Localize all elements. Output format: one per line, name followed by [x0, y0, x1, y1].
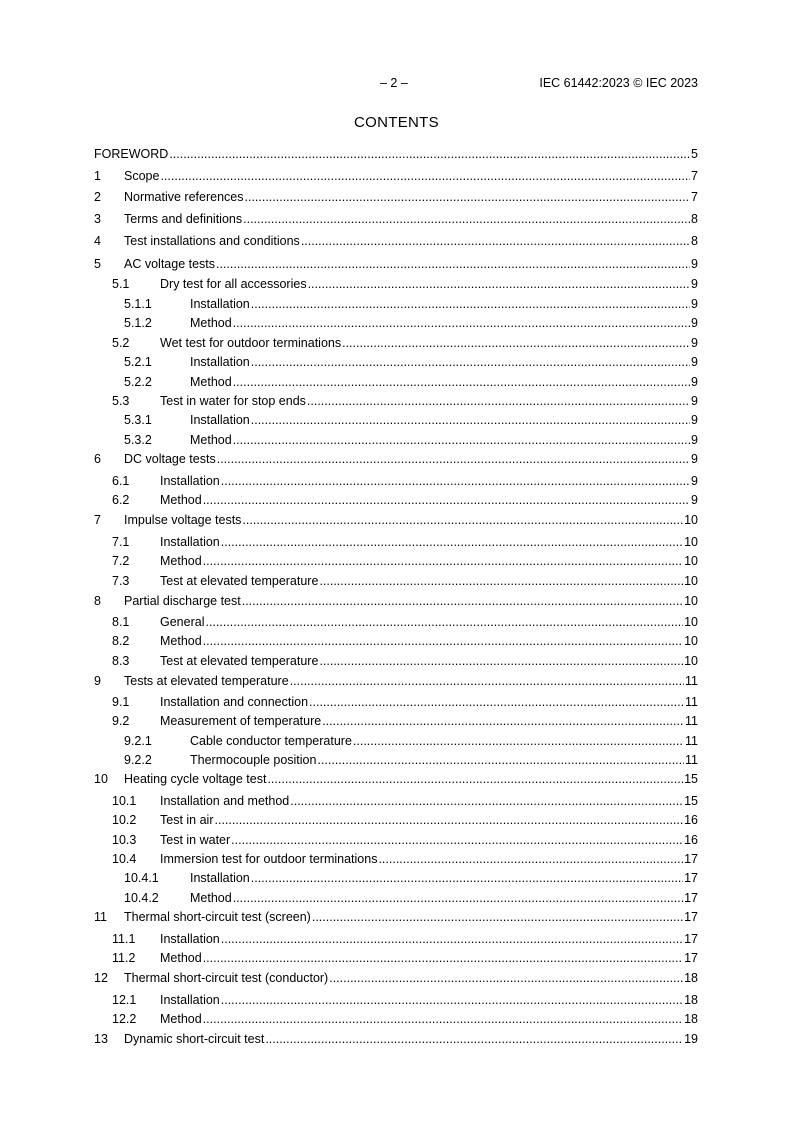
toc-entry-page: 17 [684, 910, 698, 924]
toc-entry-page: 7 [691, 190, 698, 204]
toc-entry-page: 17 [684, 951, 698, 965]
toc-dot-leader [265, 1031, 683, 1047]
toc-entry-title: FOREWORD [94, 147, 169, 161]
toc-entry-number: 7.2 [112, 554, 130, 568]
toc-entry-number: 7 [94, 513, 101, 527]
toc-dot-leader [203, 950, 683, 966]
toc-dot-leader [221, 473, 690, 489]
toc-entry-number: 11.1 [112, 932, 136, 946]
toc-entry-title: Test installations and conditions [124, 234, 300, 248]
toc-entry[interactable] [94, 412, 698, 428]
toc-dot-leader [307, 393, 690, 409]
toc-dot-leader [243, 211, 690, 227]
toc-entry[interactable] [94, 354, 698, 370]
toc-entry-title: Thermocouple position [190, 753, 317, 767]
toc-entry-title: Installation and connection [160, 695, 309, 709]
toc-entry[interactable] [94, 276, 698, 292]
toc-entry-page: 9 [691, 394, 698, 408]
toc-entry[interactable] [94, 950, 698, 966]
toc-dot-leader [221, 534, 683, 550]
toc-entry[interactable] [94, 812, 698, 828]
toc-entry-page: 19 [684, 1032, 698, 1046]
toc-entry-page: 9 [691, 257, 698, 271]
toc-entry-number: 5.1.1 [124, 297, 152, 311]
toc-dot-leader [290, 673, 684, 689]
toc-entry-number: 10.4 [112, 852, 137, 866]
toc-entry[interactable] [94, 970, 698, 986]
toc-entry-title: Test in water for stop ends [160, 394, 306, 408]
toc-entry[interactable] [94, 211, 698, 227]
toc-entry-title: Method [160, 634, 202, 648]
toc-entry-title: Impulse voltage tests [124, 513, 242, 527]
toc-entry-page: 11 [685, 753, 698, 767]
toc-entry-page: 11 [685, 695, 698, 709]
toc-entry[interactable] [94, 534, 698, 550]
page-number: – 2 – [380, 76, 408, 90]
toc-entry-number: 1 [94, 169, 101, 183]
toc-entry[interactable] [94, 752, 698, 768]
toc-entry-number: 5.1 [112, 277, 130, 291]
toc-entry-page: 9 [691, 474, 698, 488]
toc-entry-title: Installation [160, 535, 220, 549]
toc-dot-leader [251, 354, 690, 370]
toc-entry-title: Thermal short-circuit test (screen) [124, 910, 311, 924]
toc-entry-title: Method [190, 891, 232, 905]
document-reference: IEC 61442:2023 © IEC 2023 [539, 76, 698, 90]
toc-entry[interactable] [94, 432, 698, 448]
toc-dot-leader [203, 553, 683, 569]
toc-entry[interactable] [94, 146, 698, 162]
toc-entry-page: 18 [684, 971, 698, 985]
toc-dot-leader [251, 412, 690, 428]
toc-entry-page: 10 [684, 535, 698, 549]
toc-entry-number: 3 [94, 212, 101, 226]
toc-entry-title: Test at elevated temperature [160, 574, 319, 588]
toc-dot-leader [231, 832, 683, 848]
toc-entry[interactable] [94, 1031, 698, 1047]
toc-dot-leader [233, 374, 690, 390]
toc-entry[interactable] [94, 573, 698, 589]
toc-entry[interactable] [94, 374, 698, 390]
toc-entry-number: 10.3 [112, 833, 137, 847]
toc-entry-title: Partial discharge test [124, 594, 241, 608]
toc-entry-page: 5 [691, 147, 698, 161]
toc-entry-number: 11.2 [112, 951, 136, 965]
toc-dot-leader [378, 851, 683, 867]
toc-entry-title: Cable conductor temperature [190, 734, 352, 748]
toc-entry-title: Installation [160, 993, 220, 1007]
toc-entry[interactable] [94, 694, 698, 710]
toc-entry-page: 17 [684, 871, 698, 885]
toc-dot-leader [205, 614, 683, 630]
toc-entry-page: 11 [685, 734, 698, 748]
toc-entry-number: 5.2.2 [124, 375, 152, 389]
toc-entry-page: 9 [691, 277, 698, 291]
toc-entry-page: 9 [691, 493, 698, 507]
toc-entry-page: 16 [684, 833, 698, 847]
toc-entry-page: 9 [691, 413, 698, 427]
toc-dot-leader [317, 752, 684, 768]
toc-entry-title: Method [190, 375, 232, 389]
toc-entry[interactable] [94, 233, 698, 249]
toc-dot-leader [301, 233, 690, 249]
toc-entry-title: Scope [124, 169, 160, 183]
toc-dot-leader [319, 573, 683, 589]
toc-entry[interactable] [94, 633, 698, 649]
toc-entry-number: 4 [94, 234, 101, 248]
toc-entry[interactable] [94, 593, 698, 609]
toc-dot-leader [251, 296, 690, 312]
toc-dot-leader [160, 168, 690, 184]
toc-entry-number: 5.2.1 [124, 355, 152, 369]
toc-entry-page: 11 [685, 714, 698, 728]
toc-entry-page: 17 [684, 891, 698, 905]
toc-entry-title: Normative references [124, 190, 244, 204]
toc-dot-leader [353, 733, 684, 749]
toc-entry[interactable] [94, 512, 698, 528]
toc-dot-leader [267, 771, 683, 787]
toc-entry-number: 5.2 [112, 336, 130, 350]
toc-entry-page: 18 [684, 993, 698, 1007]
toc-entry-page: 9 [691, 297, 698, 311]
toc-entry-page: 8 [691, 212, 698, 226]
toc-entry-title: Measurement of temperature [160, 714, 322, 728]
toc-entry[interactable] [94, 771, 698, 787]
toc-entry-page: 9 [691, 336, 698, 350]
toc-entry-title: Method [160, 1012, 202, 1026]
toc-entry-title: Installation and method [160, 794, 290, 808]
toc-entry-page: 10 [684, 574, 698, 588]
toc-entry-page: 7 [691, 169, 698, 183]
toc-entry-page: 17 [684, 852, 698, 866]
toc-entry-title: Dynamic short-circuit test [124, 1032, 265, 1046]
toc-entry[interactable] [94, 851, 698, 867]
toc-entry-title: Installation [190, 297, 250, 311]
toc-dot-leader [169, 146, 690, 162]
toc-entry-number: 10.1 [112, 794, 137, 808]
toc-entry[interactable] [94, 335, 698, 351]
toc-entry[interactable] [94, 931, 698, 947]
toc-entry-number: 8.1 [112, 615, 130, 629]
toc-dot-leader [233, 890, 683, 906]
toc-entry-page: 10 [684, 513, 698, 527]
toc-entry[interactable] [94, 189, 698, 205]
toc-entry-title: Method [160, 493, 202, 507]
toc-entry-title: Immersion test for outdoor terminations [160, 852, 378, 866]
toc-entry-page: 9 [691, 375, 698, 389]
toc-entry[interactable] [94, 713, 698, 729]
toc-dot-leader [221, 992, 683, 1008]
toc-entry[interactable] [94, 890, 698, 906]
toc-entry-number: 7.1 [112, 535, 130, 549]
toc-entry-page: 11 [685, 674, 698, 688]
toc-entry[interactable] [94, 614, 698, 630]
toc-entry-page: 9 [691, 355, 698, 369]
toc-entry-title: Terms and definitions [124, 212, 243, 226]
toc-dot-leader [322, 713, 684, 729]
toc-entry[interactable] [94, 1011, 698, 1027]
toc-entry-number: 5.1.2 [124, 316, 152, 330]
toc-entry-number: 6.2 [112, 493, 130, 507]
toc-entry-title: Test at elevated temperature [160, 654, 319, 668]
toc-entry-page: 18 [684, 1012, 698, 1026]
toc-dot-leader [245, 189, 691, 205]
toc-entry-number: 5.3.2 [124, 433, 152, 447]
toc-entry-title: General [160, 615, 205, 629]
toc-dot-leader [309, 694, 684, 710]
toc-dot-leader [221, 931, 683, 947]
toc-entry-title: Method [160, 554, 202, 568]
toc-dot-leader [242, 512, 683, 528]
toc-entry-title: Installation [190, 413, 250, 427]
toc-dot-leader [217, 451, 690, 467]
toc-dot-leader [203, 1011, 683, 1027]
toc-dot-leader [308, 276, 690, 292]
toc-entry[interactable] [94, 553, 698, 569]
toc-entry-title: Method [160, 951, 202, 965]
toc-dot-leader [203, 492, 690, 508]
toc-entry-number: 6.1 [112, 474, 130, 488]
toc-entry-title: Installation [160, 932, 220, 946]
toc-dot-leader [242, 593, 683, 609]
toc-entry-number: 2 [94, 190, 101, 204]
toc-entry-page: 10 [684, 554, 698, 568]
toc-entry[interactable] [94, 473, 698, 489]
toc-entry-number: 11 [94, 910, 107, 924]
toc-entry[interactable] [94, 256, 698, 272]
toc-entry-page: 17 [684, 932, 698, 946]
toc-entry-page: 10 [684, 594, 698, 608]
toc-entry-page: 8 [691, 234, 698, 248]
toc-entry[interactable] [94, 870, 698, 886]
toc-entry-title: Wet test for outdoor terminations [160, 336, 342, 350]
toc-entry-number: 9.2.1 [124, 734, 152, 748]
toc-entry[interactable] [94, 832, 698, 848]
toc-dot-leader [216, 256, 690, 272]
toc-dot-leader [203, 633, 683, 649]
toc-entry-page: 16 [684, 813, 698, 827]
toc-entry-title: Heating cycle voltage test [124, 772, 267, 786]
toc-entry-page: 9 [691, 433, 698, 447]
toc-entry-number: 13 [94, 1032, 108, 1046]
toc-dot-leader [319, 653, 683, 669]
toc-entry-number: 9 [94, 674, 101, 688]
toc-dot-leader [312, 909, 683, 925]
toc-entry-page: 10 [684, 634, 698, 648]
toc-entry[interactable] [94, 168, 698, 184]
toc-entry[interactable] [94, 296, 698, 312]
toc-entry-number: 5.3 [112, 394, 130, 408]
toc-entry-number: 9.2.2 [124, 753, 152, 767]
toc-entry-title: Installation [160, 474, 220, 488]
toc-entry-number: 9.1 [112, 695, 130, 709]
toc-entry-number: 5.3.1 [124, 413, 152, 427]
toc-entry-number: 10.2 [112, 813, 137, 827]
toc-entry-title: Test in air [160, 813, 214, 827]
toc-entry-number: 8.2 [112, 634, 130, 648]
toc-entry-title: Test in water [160, 833, 231, 847]
contents-title: CONTENTS [354, 114, 439, 131]
toc-entry-page: 9 [691, 316, 698, 330]
toc-entry-title: DC voltage tests [124, 452, 216, 466]
toc-entry-number: 12 [94, 971, 108, 985]
toc-entry-title: Method [190, 316, 232, 330]
toc-entry-number: 10.4.2 [124, 891, 159, 905]
toc-entry-number: 8 [94, 594, 101, 608]
toc-entry[interactable] [94, 992, 698, 1008]
toc-entry-title: Installation [190, 871, 250, 885]
toc-entry[interactable] [94, 673, 698, 689]
toc-entry-page: 15 [684, 772, 698, 786]
toc-entry-page: 9 [691, 452, 698, 466]
toc-dot-leader [233, 432, 690, 448]
toc-entry[interactable] [94, 909, 698, 925]
toc-entry-number: 10.4.1 [124, 871, 159, 885]
toc-entry-page: 15 [684, 794, 698, 808]
toc-entry-number: 8.3 [112, 654, 130, 668]
toc-entry[interactable] [94, 733, 698, 749]
toc-entry-title: Tests at elevated temperature [124, 674, 289, 688]
toc-entry-number: 12.1 [112, 993, 137, 1007]
toc-entry-title: Dry test for all accessories [160, 277, 307, 291]
toc-entry-title: Installation [190, 355, 250, 369]
toc-entry[interactable] [94, 393, 698, 409]
toc-entry[interactable] [94, 492, 698, 508]
toc-entry-title: Thermal short-circuit test (conductor) [124, 971, 329, 985]
toc-entry[interactable] [94, 793, 698, 809]
toc-entry-title: AC voltage tests [124, 257, 216, 271]
toc-entry-number: 5 [94, 257, 101, 271]
toc-dot-leader [290, 793, 683, 809]
toc-dot-leader [329, 970, 683, 986]
toc-dot-leader [215, 812, 684, 828]
toc-entry[interactable] [94, 653, 698, 669]
toc-dot-leader [251, 870, 683, 886]
toc-entry-page: 10 [684, 615, 698, 629]
toc-entry-page: 10 [684, 654, 698, 668]
toc-dot-leader [233, 315, 690, 331]
toc-dot-leader [342, 335, 690, 351]
toc-entry-number: 6 [94, 452, 101, 466]
toc-entry-number: 12.2 [112, 1012, 137, 1026]
toc-entry[interactable] [94, 451, 698, 467]
toc-entry-title: Method [190, 433, 232, 447]
toc-entry-number: 10 [94, 772, 108, 786]
toc-entry[interactable] [94, 315, 698, 331]
toc-entry-number: 7.3 [112, 574, 130, 588]
toc-entry-number: 9.2 [112, 714, 130, 728]
